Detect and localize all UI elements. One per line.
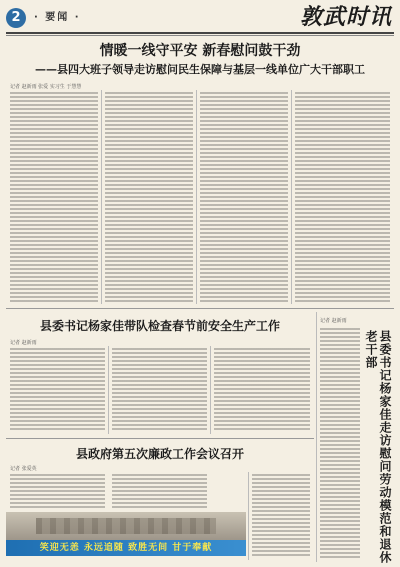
top-article-column-2	[105, 92, 193, 304]
bottom-article-column-2	[112, 474, 207, 508]
bottom-article-title: 县政府第五次廉政工作会议召开	[75, 447, 244, 461]
column-divider	[101, 90, 102, 304]
banner-photo	[6, 512, 246, 540]
mid-article-title: 县委书记杨家佳带队检查春节前安全生产工作	[39, 319, 280, 333]
side-column-divider	[316, 312, 317, 562]
column-divider	[196, 90, 197, 304]
mid-article-byline: 记者 赵新雨	[10, 340, 37, 346]
side-article-title: 县委书记杨家佳走访慰问劳动模范和退休老干部	[364, 330, 392, 564]
top-article-column-1	[10, 92, 98, 304]
bottom-article-column-3	[252, 474, 310, 558]
section-divider	[6, 438, 314, 439]
newspaper-masthead: 敦武时讯	[299, 4, 392, 30]
top-article-column-3	[200, 92, 288, 304]
mid-article-column-3	[214, 348, 310, 432]
column-divider	[248, 472, 249, 560]
column-divider	[210, 346, 211, 434]
column-divider	[108, 346, 109, 434]
side-article-body	[320, 328, 360, 558]
mid-article-column-1	[10, 348, 105, 432]
column-divider	[291, 90, 292, 304]
section-divider	[6, 308, 394, 309]
mid-article-column-2	[112, 348, 207, 432]
bottom-article-byline: 记者 张爱英	[10, 466, 37, 472]
top-article-column-4	[295, 92, 390, 304]
page-number-badge: 2	[6, 8, 26, 28]
header-rule-thin	[6, 35, 394, 36]
side-article-byline: 记者 赵新雨	[320, 318, 347, 324]
top-article-title: 情暖一线守平安 新春慰问鼓干劲	[99, 43, 301, 59]
top-article-byline: 记者 赵新雨 张爱 实习生 于慧慧	[10, 84, 82, 90]
bottom-article-column-1	[10, 474, 105, 508]
slogan-banner: 笑迎无恙 永远追随 致胜无间 甘于奉献	[6, 540, 246, 556]
section-label: · 要闻 ·	[34, 12, 81, 23]
top-article-subtitle: ——县四大班子领导走访慰问民生保障与基层一线单位广大干部职工	[35, 63, 365, 76]
header-rule	[6, 32, 394, 34]
